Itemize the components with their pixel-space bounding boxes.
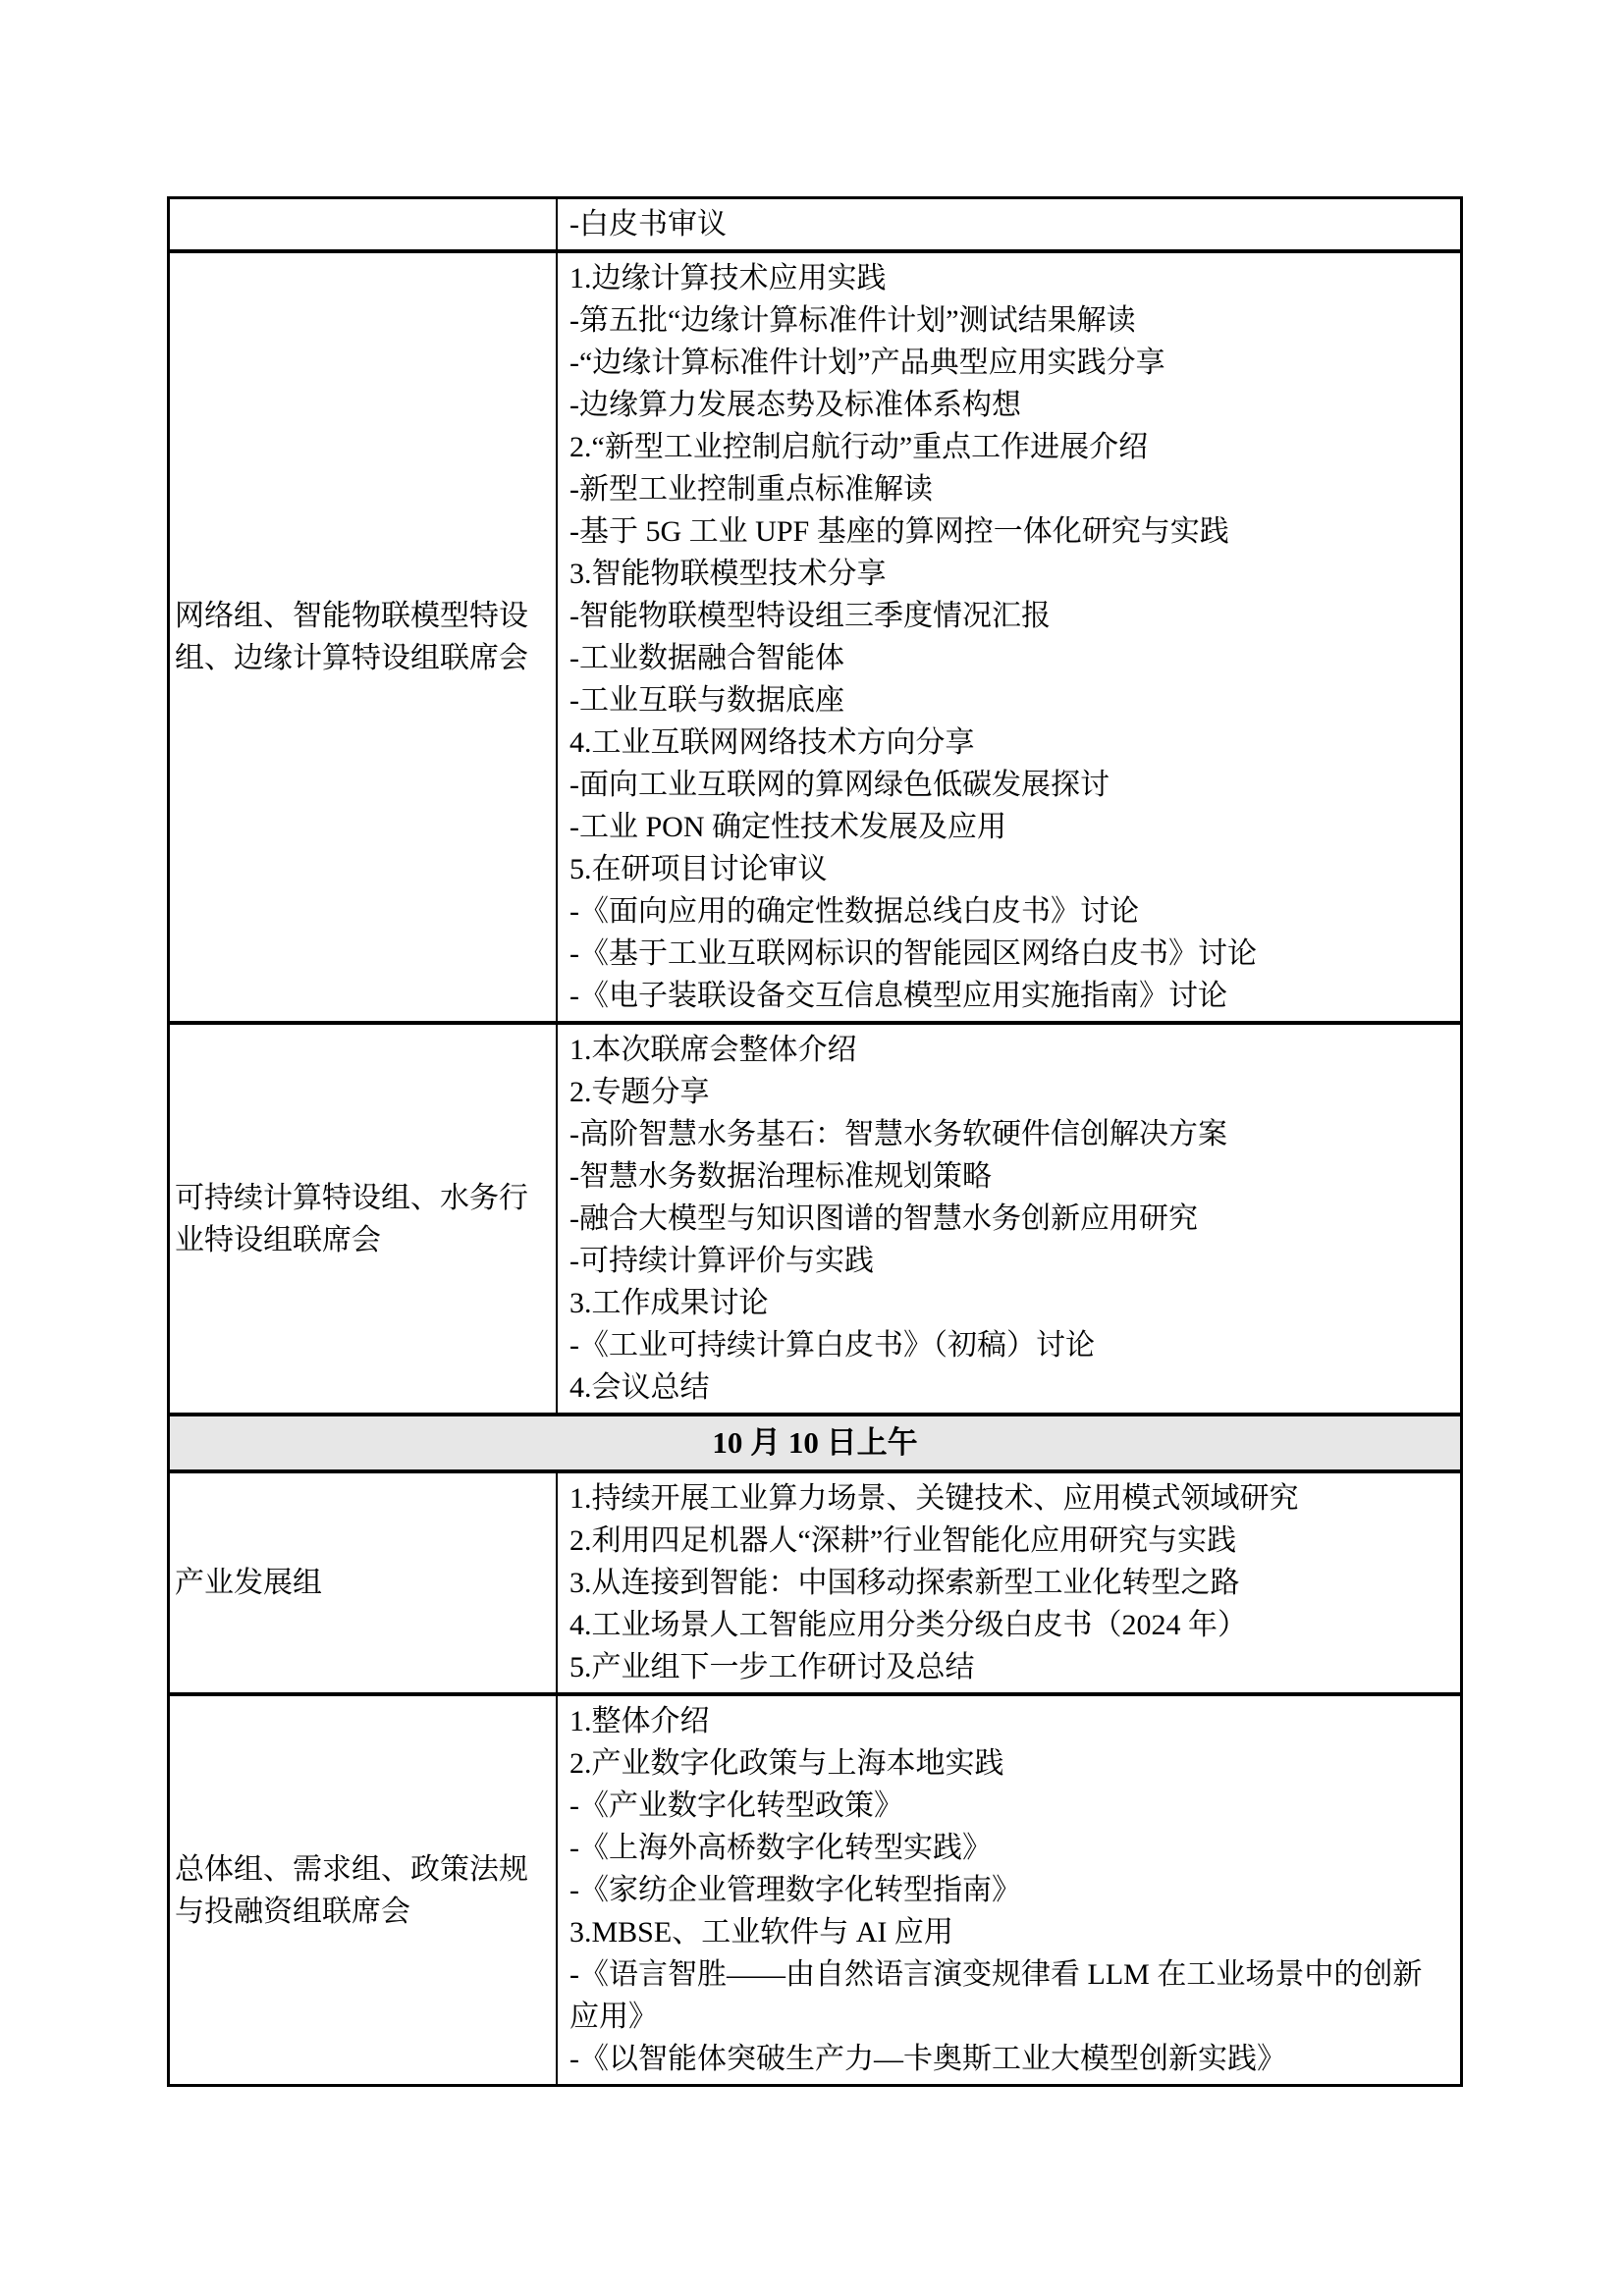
agenda-line: -《电子装联设备交互信息模型应用实施指南》讨论 [569,980,1227,1012]
agenda-line: 5.在研项目讨论审议 [569,853,828,885]
agenda-line: 1.边缘计算技术应用实践 [569,262,887,294]
agenda-cell [558,1696,1460,2084]
group-name-cell [170,1696,558,2084]
section-header: 10 月 10 日上午 [170,1413,1460,1469]
agenda-line: -智能物联模型特设组三季度情况汇报 [569,600,1051,632]
agenda-line: -《工业可持续计算白皮书》（初稿）讨论 [569,1329,1095,1362]
agenda-line: -基于 5G 工业 UPF 基座的算网控一体化研究与实践 [569,515,1229,548]
table-row [170,1469,1460,1692]
group-name-cell [170,199,558,249]
table-row [170,1692,1460,2084]
agenda-line: 2.专题分享 [569,1076,710,1108]
agenda-line: -“边缘计算标准件计划”产品典型应用实践分享 [569,347,1165,379]
agenda-line: -《基于工业互联网标识的智能园区网络白皮书》讨论 [569,937,1257,970]
agenda-line: -智慧水务数据治理标准规划策略 [569,1160,992,1193]
agenda-line: -工业数据融合智能体 [569,642,844,674]
agenda-line: 2.利用四足机器人“深耕”行业智能化应用研究与实践 [569,1524,1237,1557]
group-name-cell [170,1025,558,1413]
agenda-line: 3.MBSE、工业软件与 AI 应用 [569,1916,953,1949]
group-name: 产业发展组 [175,1567,322,1599]
agenda-line: -第五批“边缘计算标准件计划”测试结果解读 [569,304,1136,337]
agenda-line: 3.工作成果讨论 [569,1287,769,1319]
agenda-line: -《面向应用的确定性数据总线白皮书》讨论 [569,895,1139,928]
agenda-line: 5.产业组下一步工作研讨及总结 [569,1651,975,1683]
agenda-line: -融合大模型与知识图谱的智慧水务创新应用研究 [569,1202,1198,1235]
agenda-line: -边缘算力发展态势及标准体系构想 [569,389,1021,421]
agenda-cell [558,199,1460,249]
agenda-line: -《语言智胜——由自然语言演变规律看 LLM 在工业场景中的创新应用》 [569,1958,1423,2033]
group-name: 总体组、需求组、政策法规与投融资组联席会 [175,1852,528,1928]
agenda-line: -《以智能体突破生产力—卡奥斯工业大模型创新实践》 [569,2043,1286,2075]
agenda-cell [558,1473,1460,1692]
agenda-line: -面向工业互联网的算网绿色低碳发展探讨 [569,769,1110,801]
group-name: 可持续计算特设组、水务行业特设组联席会 [175,1181,528,1256]
agenda-line: 1.本次联席会整体介绍 [569,1034,857,1066]
group-name-cell [170,1473,558,1692]
agenda-line: 1.持续开展工业算力场景、关键技术、应用模式领域研究 [569,1482,1299,1515]
agenda-line: -工业互联与数据底座 [569,684,844,717]
agenda-line: 3.从连接到智能：中国移动探索新型工业化转型之路 [569,1567,1240,1599]
agenda-line: -可持续计算评价与实践 [569,1245,874,1277]
agenda-line: 2.“新型工业控制启航行动”重点工作进展介绍 [569,431,1149,463]
agenda-line: 2.产业数字化政策与上海本地实践 [569,1747,1004,1780]
agenda-line: -《上海外高桥数字化转型实践》 [569,1832,992,1864]
agenda-cell [558,1025,1460,1413]
agenda-line: -工业 PON 确定性技术发展及应用 [569,811,1007,843]
agenda-line: 3.智能物联模型技术分享 [569,558,887,590]
table-row [170,1021,1460,1413]
agenda-line: 4.会议总结 [569,1371,710,1404]
group-name-cell [170,253,558,1021]
agenda-line: 4.工业互联网网络技术方向分享 [569,726,975,759]
agenda-line: 1.整体介绍 [569,1705,710,1737]
agenda-line: -《产业数字化转型政策》 [569,1789,903,1822]
table-row [170,249,1460,1021]
agenda-line: 4.工业场景人工智能应用分类分级白皮书（2024 年） [569,1609,1247,1641]
agenda-line: -《家纺企业管理数字化转型指南》 [569,1874,1021,1906]
conference-schedule-table [167,196,1463,2087]
table-row [170,199,1460,249]
group-name: 网络组、智能物联模型特设组、边缘计算特设组联席会 [175,600,528,674]
agenda-line: -新型工业控制重点标准解读 [569,473,933,506]
agenda-line: -白皮书审议 [569,208,727,240]
agenda-line: -高阶智慧水务基石：智慧水务软硬件信创解决方案 [569,1118,1227,1150]
agenda-cell [558,253,1460,1021]
